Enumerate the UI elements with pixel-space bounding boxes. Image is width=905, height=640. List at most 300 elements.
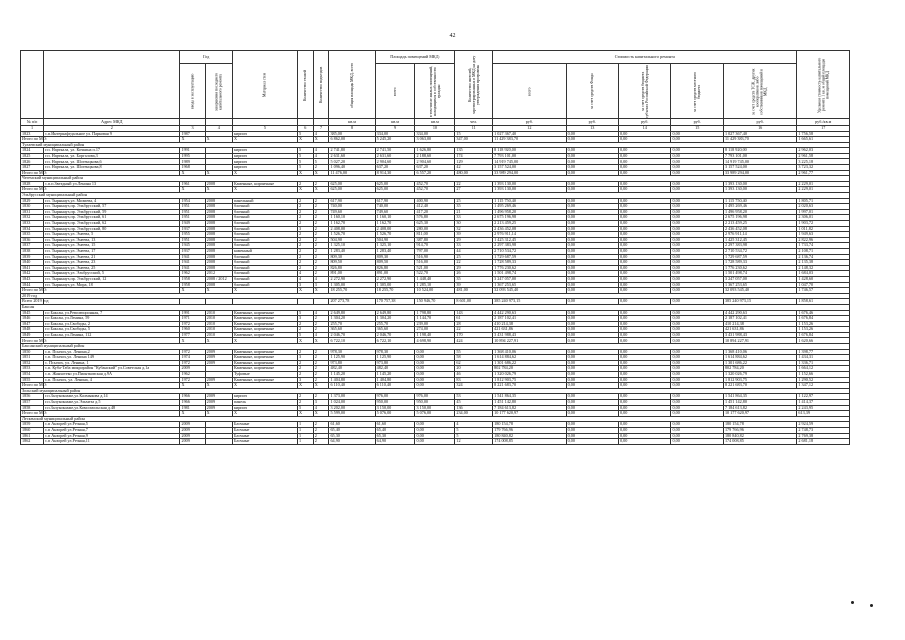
table-cell: 1825 bbox=[21, 153, 44, 159]
table-cell: 1845 bbox=[21, 310, 44, 316]
table-cell: 65,40 bbox=[329, 427, 375, 433]
table-cell: блочный bbox=[232, 271, 297, 277]
header-cost-group: Стоимость капитального ремонта bbox=[493, 51, 797, 64]
table-cell: X bbox=[205, 411, 232, 417]
table-cell: 1 325,10 bbox=[329, 243, 375, 249]
table-cell: 516,90 bbox=[415, 254, 455, 260]
table-cell: Блочные bbox=[232, 427, 297, 433]
table-cell: X bbox=[232, 170, 297, 176]
table-cell: 625,00 bbox=[329, 181, 375, 187]
table-cell: X bbox=[180, 383, 205, 389]
table-cell: 1 152,66 bbox=[797, 372, 850, 378]
table-cell: 1860 bbox=[21, 427, 44, 433]
table-cell: 2 bbox=[297, 254, 313, 260]
table-cell: 1 301 686,22 bbox=[493, 360, 566, 366]
table-cell: X bbox=[297, 170, 313, 176]
table-cell: 2 bbox=[297, 321, 313, 327]
table-cell: 3 bbox=[297, 355, 313, 361]
table-cell: 0,00 bbox=[566, 198, 618, 204]
table-cell: 1937 bbox=[180, 248, 205, 254]
address-cell: г.п. Тырныауз,ул. Эльбрусский, 5 bbox=[44, 271, 180, 277]
table-cell: 5 bbox=[455, 433, 493, 439]
table-cell: 809,30 bbox=[375, 254, 415, 260]
table-cell: 1 664,12 bbox=[797, 366, 850, 372]
table-cell: 385,00 bbox=[329, 131, 375, 137]
table-cell: 4 bbox=[313, 276, 329, 282]
address-cell: г.п. Нарткала, ул. Кочкина п.17 bbox=[44, 148, 180, 154]
table-cell: 179 766,96 bbox=[493, 427, 566, 433]
table-cell: 334,00 bbox=[375, 131, 415, 137]
table-cell: 2 135,38 bbox=[797, 260, 850, 266]
table-cell: Каменные, кирпичные bbox=[232, 327, 297, 333]
table-cell: 2 bbox=[313, 366, 329, 372]
table-cell: 1842 bbox=[21, 271, 44, 277]
table-cell: 1972 bbox=[180, 321, 205, 327]
table-cell: 1858 bbox=[21, 405, 44, 411]
table-cell: 3 225,18 bbox=[797, 159, 850, 165]
table-cell: 797,00 bbox=[415, 248, 455, 254]
table-cell: 0,00 bbox=[619, 153, 671, 159]
table-cell: 1949 bbox=[180, 221, 205, 227]
table-cell: 28 bbox=[455, 321, 493, 327]
table-cell: 0,00 bbox=[671, 131, 723, 137]
table-cell: 2 187 102,41 bbox=[723, 316, 796, 322]
table-cell: 1 501 498,74 bbox=[723, 271, 796, 277]
table-cell: 0,00 bbox=[671, 411, 723, 417]
address-cell: г.п. Тырныауз,пр. Эльбрусский, 59 bbox=[44, 209, 180, 215]
table-cell: 324 bbox=[455, 383, 493, 389]
table-cell: 617,90 bbox=[329, 198, 375, 204]
table-cell: X bbox=[313, 137, 329, 143]
table-cell: 2 904,60 bbox=[415, 159, 455, 165]
table-cell: 46 bbox=[455, 372, 493, 378]
table-cell: 2 272,90 bbox=[375, 276, 415, 282]
table-cell: 2 976 911,14 bbox=[723, 232, 796, 238]
table-cell: 6 722,10 bbox=[375, 338, 415, 344]
table-cell: 1954 bbox=[180, 198, 205, 204]
table-cell: Каменные, кирпичные bbox=[232, 366, 297, 372]
table-cell: панельный bbox=[232, 198, 297, 204]
table-cell: 0,00 bbox=[671, 332, 723, 338]
table-cell: 0,00 bbox=[671, 394, 723, 400]
table-cell: X bbox=[313, 170, 329, 176]
table-cell: 0,00 bbox=[671, 170, 723, 176]
table-cell: 62 bbox=[455, 360, 493, 366]
table-cell: 3 431 988,43 bbox=[723, 332, 796, 338]
table-cell: 7 793 101,00 bbox=[493, 153, 566, 159]
table-cell: 1 393 130,00 bbox=[493, 187, 566, 193]
table-cell: X bbox=[297, 288, 313, 294]
table-cell: 2 bbox=[297, 327, 313, 333]
table-cell: 1 496 958,20 bbox=[723, 209, 796, 215]
table-cell: 1 393 130,00 bbox=[723, 187, 796, 193]
table-cell: 0,00 bbox=[619, 198, 671, 204]
table-cell: 1960 bbox=[180, 327, 205, 333]
table-cell: 5 bbox=[297, 405, 313, 411]
table-cell: 45 bbox=[455, 400, 493, 406]
table-cell: 0,00 bbox=[619, 170, 671, 176]
table-cell: Туфовые bbox=[232, 372, 297, 378]
table-cell: 274,00 bbox=[415, 327, 455, 333]
table-cell: 0,00 bbox=[619, 254, 671, 260]
table-cell: 170 757,38 bbox=[375, 299, 415, 305]
address-cell: с.п Анзорей ул.Речная,11 bbox=[44, 439, 180, 445]
header-residents: Количество жителей, зарегистрированных в МКД на дату утверждения программы bbox=[455, 51, 493, 119]
table-cell: 2 187 102,41 bbox=[493, 316, 566, 322]
table-cell: 8 118 920,00 bbox=[723, 148, 796, 154]
table-cell: 0,00 bbox=[619, 321, 671, 327]
table-cell: 0,00 bbox=[671, 400, 723, 406]
table-cell: 21 bbox=[455, 209, 493, 215]
table-cell: 2009 bbox=[205, 400, 232, 406]
section-title: Баксанский муниципальный район bbox=[21, 344, 850, 350]
table-cell: 0,00 bbox=[566, 148, 618, 154]
table-cell: 2008 bbox=[205, 215, 232, 221]
table-cell: 978,30 bbox=[375, 349, 415, 355]
table-cell: 2 904,60 bbox=[375, 159, 415, 165]
table-cell: 1 451 142,80 bbox=[723, 400, 796, 406]
table-cell: 1835 bbox=[21, 232, 44, 238]
table-cell: 2 243,95 bbox=[797, 405, 850, 411]
table-cell: 1991 bbox=[180, 148, 205, 154]
table-cell: 1945 bbox=[180, 243, 205, 249]
table-cell: 1 620,66 bbox=[797, 338, 850, 344]
table-cell: 482,40 bbox=[375, 366, 415, 372]
table-cell: 0,00 bbox=[566, 221, 618, 227]
table-cell: 35 bbox=[455, 276, 493, 282]
table-cell: 0,00 bbox=[566, 433, 618, 439]
table-cell: X bbox=[180, 187, 205, 193]
unit-cell: чел. bbox=[455, 119, 493, 126]
table-cell: 1 398,77 bbox=[797, 349, 850, 355]
header-area-group: Площадь помещений МКД: bbox=[375, 51, 455, 64]
table-cell: Каменные, кирпичные bbox=[232, 349, 297, 355]
table-cell: 53 bbox=[455, 394, 493, 400]
table-cell: 1 404,80 bbox=[375, 377, 415, 383]
table-cell: 0,00 bbox=[619, 411, 671, 417]
table-cell: 1 368 410,06 bbox=[493, 349, 566, 355]
table-cell bbox=[205, 439, 232, 445]
table-cell: 2009 bbox=[205, 355, 232, 361]
table-cell: 2 136,74 bbox=[797, 254, 850, 260]
table-cell: 2 bbox=[313, 316, 329, 322]
table-cell: 2 962,03 bbox=[797, 148, 850, 154]
table-cell: 2 681,18 bbox=[797, 439, 850, 445]
table-cell: 3 bbox=[297, 282, 313, 288]
table-cell: блочный bbox=[232, 254, 297, 260]
table-cell: 421 631,86 bbox=[723, 327, 796, 333]
table-cell: 2 675 196,98 bbox=[723, 215, 796, 221]
table-cell: 0,00 bbox=[671, 405, 723, 411]
table-cell: 135 bbox=[455, 148, 493, 154]
table-cell: 2 bbox=[297, 248, 313, 254]
unit-cell: кв.м bbox=[375, 119, 415, 126]
table-cell: 2 631,60 bbox=[375, 153, 415, 159]
table-cell: 0,00 bbox=[671, 221, 723, 227]
table-cell: 625,00 bbox=[329, 187, 375, 193]
table-cell: 2010 bbox=[205, 316, 232, 322]
table-cell: 0,00 bbox=[671, 422, 723, 428]
table-cell: 2 bbox=[313, 439, 329, 445]
table-cell: 0,00 bbox=[619, 327, 671, 333]
table-cell: 0,00 bbox=[619, 165, 671, 171]
table-cell: 0,00 bbox=[619, 310, 671, 316]
table-cell: 0,00 bbox=[566, 355, 618, 361]
table-cell: 174 008,85 bbox=[493, 439, 566, 445]
table-cell: 0,00 bbox=[415, 355, 455, 361]
column-number: 15 bbox=[671, 126, 723, 132]
table-cell: 0,00 bbox=[566, 265, 618, 271]
column-number: 10 bbox=[415, 126, 455, 132]
table-cell: 504,90 bbox=[329, 237, 375, 243]
table-cell: 3 bbox=[313, 282, 329, 288]
table-cell: 8 221 683,70 bbox=[493, 383, 566, 389]
address-cell: г.п. Тырныауз,ул. Энеева, 23 bbox=[44, 260, 180, 266]
table-cell: 2 bbox=[297, 372, 313, 378]
table-cell: 2 bbox=[313, 254, 329, 260]
table-cell: 410 214,38 bbox=[493, 321, 566, 327]
table-cell: 2 bbox=[313, 204, 329, 210]
table-cell: 802 784,20 bbox=[493, 366, 566, 372]
table-cell: 2009 bbox=[180, 439, 205, 445]
table-cell: 0,00 bbox=[671, 198, 723, 204]
table-cell: 1841 bbox=[21, 265, 44, 271]
table-cell: 1824 bbox=[21, 148, 44, 154]
table-cell: 0,00 bbox=[671, 226, 723, 232]
table-cell: 1 451 142,80 bbox=[493, 400, 566, 406]
table-cell: 1 325,10 bbox=[375, 243, 415, 249]
table-cell: 0,00 bbox=[671, 243, 723, 249]
table-cell: 1850 bbox=[21, 349, 44, 355]
table-cell: 0,00 bbox=[566, 332, 618, 338]
table-cell: 811,00 bbox=[415, 232, 455, 238]
table-cell: 973,80 bbox=[375, 360, 415, 366]
table-cell: 0,00 bbox=[415, 383, 455, 389]
table-cell: 39 bbox=[455, 282, 493, 288]
table-cell: 1 776 230,62 bbox=[493, 265, 566, 271]
table-cell: 1839 bbox=[21, 254, 44, 260]
table-cell: 174 008,85 bbox=[723, 439, 796, 445]
table-cell: 1 320 026,79 bbox=[723, 372, 796, 378]
table-cell: 1951 bbox=[180, 209, 205, 215]
table-cell: 11 429 383,70 bbox=[493, 137, 566, 143]
table-cell: 0,00 bbox=[619, 439, 671, 445]
table-cell: 1981 bbox=[180, 405, 205, 411]
table-cell: 2008 bbox=[205, 254, 232, 260]
table-cell: 2010 bbox=[205, 310, 232, 316]
address-cell: с. Псычох, ул. Ленина, 1 bbox=[44, 360, 180, 366]
table-cell: 1851 bbox=[21, 355, 44, 361]
table-cell: блочный bbox=[232, 221, 297, 227]
table-cell: 1 812 903,75 bbox=[493, 377, 566, 383]
table-cell: 1 011,82 bbox=[797, 226, 850, 232]
table-cell: 1 812 903,75 bbox=[723, 377, 796, 383]
table-cell: 1 367 253,65 bbox=[723, 282, 796, 288]
table-cell: кирпич bbox=[232, 148, 297, 154]
address-cell: г.п.Залукокоаже,ул.Эльмеза д.5 bbox=[44, 400, 180, 406]
table-cell: 1955 bbox=[180, 232, 205, 238]
table-cell: 2009 bbox=[180, 427, 205, 433]
table-cell: 3 063,00 bbox=[415, 137, 455, 143]
table-cell: 2 bbox=[297, 209, 313, 215]
table-cell: кирпич bbox=[232, 159, 297, 165]
address-cell: с.п.п.Звездный ул.Ленина 13 bbox=[44, 181, 180, 187]
table-cell: 2010 bbox=[205, 327, 232, 333]
table-cell: 1 729 687,59 bbox=[723, 254, 796, 260]
table-cell: 0,00 bbox=[671, 282, 723, 288]
table-cell: 10 177 620,97 bbox=[723, 411, 796, 417]
table-cell: 1 162,70 bbox=[329, 221, 375, 227]
table-cell: 2 213 459,25 bbox=[493, 221, 566, 227]
table-cell: 0,00 bbox=[671, 254, 723, 260]
table-cell: 1 614 884,62 bbox=[493, 355, 566, 361]
table-cell: 0,00 bbox=[415, 377, 455, 383]
header-total-area: общая площадь МКД, всего bbox=[329, 51, 375, 119]
table-cell: 2 bbox=[297, 243, 313, 249]
table-cell: 1 160,10 bbox=[375, 215, 415, 221]
table-cell: X bbox=[297, 187, 313, 193]
address-cell: г.п. Тырныауз,ул. Мизиева, 4 bbox=[44, 198, 180, 204]
table-cell: 3 157 524,00 bbox=[723, 165, 796, 171]
table-cell: 0,00 bbox=[671, 148, 723, 154]
table-cell: 1941 bbox=[180, 260, 205, 266]
table-cell: Итого по МО: bbox=[22, 169, 47, 175]
table-cell: 625,00 bbox=[375, 187, 415, 193]
table-cell: 424 bbox=[455, 338, 493, 344]
table-cell: 0,00 bbox=[619, 360, 671, 366]
table-cell: Итого по МО: bbox=[22, 186, 47, 192]
table-cell: 1833 bbox=[21, 221, 44, 227]
table-cell: 1 776 230,62 bbox=[723, 265, 796, 271]
table-cell: 5 bbox=[313, 159, 329, 165]
table-cell: 1 368 410,06 bbox=[723, 349, 796, 355]
table-cell: 11 476,00 bbox=[329, 170, 375, 176]
table-cell: 1848 bbox=[21, 327, 44, 333]
table-cell: 32 093 545,40 bbox=[493, 288, 566, 294]
table-cell: 0,00 bbox=[619, 288, 671, 294]
table-cell: 637,20 bbox=[415, 165, 455, 171]
table-cell: 740,00 bbox=[375, 204, 415, 210]
table-cell: 1859 bbox=[21, 422, 44, 428]
table-cell: 55 bbox=[455, 349, 493, 355]
table-cell: 1 425 312,45 bbox=[723, 237, 796, 243]
header-cost-owners: за счет средств ТСЖ, других кооперативов либо собственников помещений в МКД bbox=[723, 64, 796, 119]
table-cell: 0,00 bbox=[619, 265, 671, 271]
table-cell: 1 bbox=[297, 427, 313, 433]
table-cell: 2 bbox=[313, 209, 329, 215]
table-cell: 0,00 bbox=[671, 377, 723, 383]
table-cell: 2 020,63 bbox=[797, 204, 850, 210]
table-cell: 1853 bbox=[21, 366, 44, 372]
table-cell: 1 367 253,65 bbox=[493, 282, 566, 288]
table-cell: 400,90 bbox=[415, 198, 455, 204]
table-cell: 891,00 bbox=[375, 271, 415, 277]
table-cell: 1 526,70 bbox=[329, 232, 375, 238]
table-cell: 2 046,70 bbox=[375, 332, 415, 338]
table-cell: 2008 / 2012 bbox=[205, 276, 232, 282]
unit-cell: руб. bbox=[493, 119, 566, 126]
table-cell: 8 601,00 bbox=[455, 299, 493, 305]
table-cell: 32 093 545,40 bbox=[723, 288, 796, 294]
column-number: 16 bbox=[723, 126, 796, 132]
table-cell: X bbox=[232, 338, 297, 344]
table-cell: 1 096,40 bbox=[329, 165, 375, 171]
address-cell: г.п. Тырныауз,пр. Эльбрусский, 57 bbox=[44, 204, 180, 210]
table-cell: 1836 bbox=[21, 237, 44, 243]
table-cell: 64,90 bbox=[329, 439, 375, 445]
column-number: 11 bbox=[455, 126, 493, 132]
header-cost-federal: за счет средств бюджета субъекта Российской Федерации bbox=[619, 64, 671, 119]
table-cell: 1968 bbox=[180, 165, 205, 171]
table-cell: блочный bbox=[232, 265, 297, 271]
table-cell: 10 524,00 bbox=[415, 288, 455, 294]
table-cell: 410 214,38 bbox=[723, 321, 796, 327]
table-cell: 3 431 988,43 bbox=[493, 332, 566, 338]
table-cell: 2008 bbox=[205, 265, 232, 271]
table-cell: 1974 bbox=[180, 355, 205, 361]
column-number: 14 bbox=[619, 126, 671, 132]
table-cell: Итого по МО: bbox=[22, 382, 47, 388]
table-cell: 2 bbox=[313, 271, 329, 277]
table-cell: 2 631,60 bbox=[329, 153, 375, 159]
table-cell: 749,60 bbox=[329, 209, 375, 215]
table-cell: 973,80 bbox=[329, 360, 375, 366]
table-cell: 10 177 620,97 bbox=[493, 411, 566, 417]
table-cell: 2 bbox=[313, 321, 329, 327]
table-cell: 35 bbox=[455, 204, 493, 210]
table-cell: 0,00 bbox=[671, 427, 723, 433]
table-cell: Блочные bbox=[232, 422, 297, 428]
table-cell: 0,00 bbox=[671, 181, 723, 187]
table-cell: 2008 bbox=[205, 198, 232, 204]
unit-cell: руб. bbox=[671, 119, 723, 126]
table-cell: X bbox=[313, 288, 329, 294]
table-cell: 0,00 bbox=[671, 310, 723, 316]
table-cell: 6 862,00 bbox=[329, 137, 375, 143]
table-cell: 2 bbox=[297, 198, 313, 204]
table-cell: 0,00 bbox=[566, 226, 618, 232]
table-cell: 3 247 057,00 bbox=[723, 276, 796, 282]
table-cell: 30 bbox=[455, 221, 493, 227]
table-cell: 1 304,20 bbox=[375, 316, 415, 322]
header-unit-cost: Удельная стоимость капитального ремонта 1 кв. м общей площади помещений МКД bbox=[797, 51, 850, 119]
table-cell: 6 110,40 bbox=[329, 383, 375, 389]
address-cell: г.п. Тырныауз,пр. Эльбрусский, 12 bbox=[44, 276, 180, 282]
column-number: 6 bbox=[297, 126, 313, 132]
table-cell: 0,00 bbox=[619, 377, 671, 383]
table-cell: 3 150,00 bbox=[375, 405, 415, 411]
table-cell: 2009 bbox=[205, 377, 232, 383]
table-cell: 2 bbox=[297, 221, 313, 227]
table-cell: 1 304,20 bbox=[329, 316, 375, 322]
table-cell: блочный bbox=[232, 209, 297, 215]
table-cell: 2008 bbox=[205, 221, 232, 227]
table-cell: 0,00 bbox=[671, 316, 723, 322]
table-cell: 0,00 bbox=[566, 338, 618, 344]
table-cell: 0,00 bbox=[671, 288, 723, 294]
table-cell: 3 157 524,00 bbox=[493, 165, 566, 171]
table-cell: 5 bbox=[297, 148, 313, 154]
table-cell: 8 221 683,70 bbox=[723, 383, 796, 389]
table-cell: блочный bbox=[232, 260, 297, 266]
table-cell: 0,00 bbox=[415, 366, 455, 372]
table-cell: панель bbox=[232, 400, 297, 406]
table-row bbox=[21, 439, 850, 445]
table-cell: 3 bbox=[297, 316, 313, 322]
table-cell: Итого по МО: bbox=[22, 287, 47, 293]
header-area-all: всего bbox=[375, 64, 415, 119]
table-cell: Итого по МО: bbox=[22, 410, 47, 416]
